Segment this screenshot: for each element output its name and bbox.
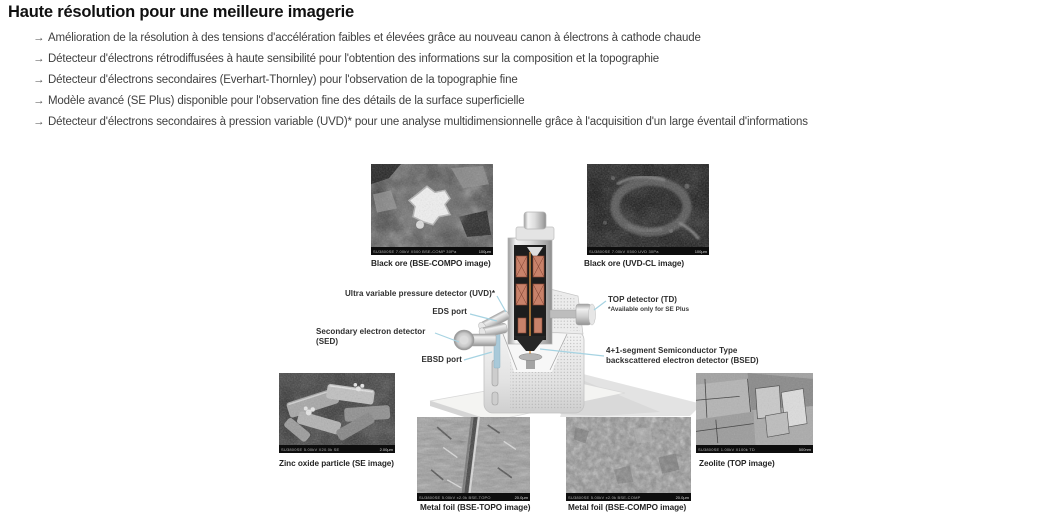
list-item [33,116,808,137]
sem-info-bar: SU3800SE 7.00kV X500 BSE-COMP 30Pa 100μm [373,248,491,254]
label-eds-port: EDS port [432,307,467,316]
electron-column [508,238,552,344]
arrow-icon: → [33,94,45,107]
caption-zeolite: Zeolite (TOP image) [699,459,775,468]
bullet-text: Modèle avancé (SE Plus) disponible pour l'observation fine des détails de la surface superficielle [48,94,525,107]
sem-texture [696,373,813,445]
ebsd-plate [494,327,500,368]
objective-lens-cone [514,336,546,351]
list-item [33,95,808,116]
list-item [33,53,808,74]
sem-image-metal-foil-topo [417,417,530,501]
gun-cap [524,212,546,229]
eds-port [478,323,508,339]
stage-table [430,378,625,421]
column-flange [516,227,554,240]
feature-list [33,32,808,136]
sem-info-bar: SU3800SE 1.00kV X100k TD 500nm [698,446,811,452]
specimen-chamber [484,331,584,413]
bullet-text: Détecteur d'électrons rétrodiffusées à haute sensibilité pour l'obtention des informations sur la composition et la topographie [48,52,659,65]
arrow-icon: → [33,32,45,44]
label-top-detector-note: *Available only for SE Plus [608,305,690,313]
sem-texture [417,417,530,493]
sample-stage [519,354,542,361]
bullet-text: Détecteur d'électrons secondaires à pression variable (UVD)* pour une analyse multidimensionnelle grâce à l'acquisition d'un large éventail d'informations [48,115,808,128]
arrow-icon: → [33,115,45,128]
sed-port [454,330,496,350]
caption-metal-foil-compo: Metal foil (BSE-COMPO image) [568,503,687,512]
caption-metal-foil-topo: Metal foil (BSE-TOPO image) [420,503,531,512]
sem-texture [587,164,709,247]
sem-image-zeolite [696,373,813,453]
list-item [33,32,808,53]
label-uvd-detector: Ultra variable pressure detector (UVD)* [344,289,495,298]
column-tower [546,288,583,334]
sem-texture [371,164,493,247]
sem-info-bar: SU3800SE 5.00kV X20.0k SE 2.00μm [281,446,393,452]
page-title: Haute résolution pour une meilleure imagerie [8,3,355,21]
sem-texture [279,373,395,445]
sem-info-bar: SU3800SE 7.00kV X500 UVD 30Pa 100μm [589,248,707,254]
sem-image-zinc-oxide [279,373,395,453]
column-interior [514,245,546,340]
label-top-detector: TOP detector (TD) *Available only for SE Plus [608,295,690,313]
sem-info-bar: SU3800SE 5.00kV x2.0k BSE-TOPO 20.0μm [419,494,528,500]
sem-image-black-ore-uvd [587,164,709,255]
arrow-icon: → [33,52,45,65]
sem-info-bar: SU3800SE 5.00kV x2.0k BSE-COMP 20.0μm [568,494,689,500]
top-detector-port [550,304,596,325]
electron-gun-tip [527,247,543,259]
list-item [33,74,808,95]
leader-lines [435,296,606,360]
label-ebsd-port: EBSD port [421,355,462,364]
bullet-text: Amélioration de la résolution à des tensions d'accélération faibles et élevées grâce au nouveau canon à électrons à cathode chaude [48,32,701,44]
uvd-port [477,309,511,334]
caption-black-ore-compo: Black ore (BSE-COMPO image) [371,259,491,268]
lens-coils [516,256,544,333]
sem-image-metal-foil-compo [566,417,691,501]
arrow-icon: → [33,73,45,86]
sem-image-black-ore-compo [371,164,493,255]
label-sed-detector: Secondary electron detector (SED) [316,327,426,346]
floor-shadow [560,372,702,417]
caption-zinc-oxide: Zinc oxide particle (SE image) [279,459,394,468]
bullet-text: Détecteur d'électrons secondaires (Everhart-Thornley) pour l'observation de la topographie fine [48,73,518,86]
caption-black-ore-uvd: Black ore (UVD-CL image) [584,259,685,268]
label-bsed-detector: 4+1-segment Semiconductor Type backscattered electron detector (BSED) [606,346,759,365]
sem-texture [566,417,691,493]
